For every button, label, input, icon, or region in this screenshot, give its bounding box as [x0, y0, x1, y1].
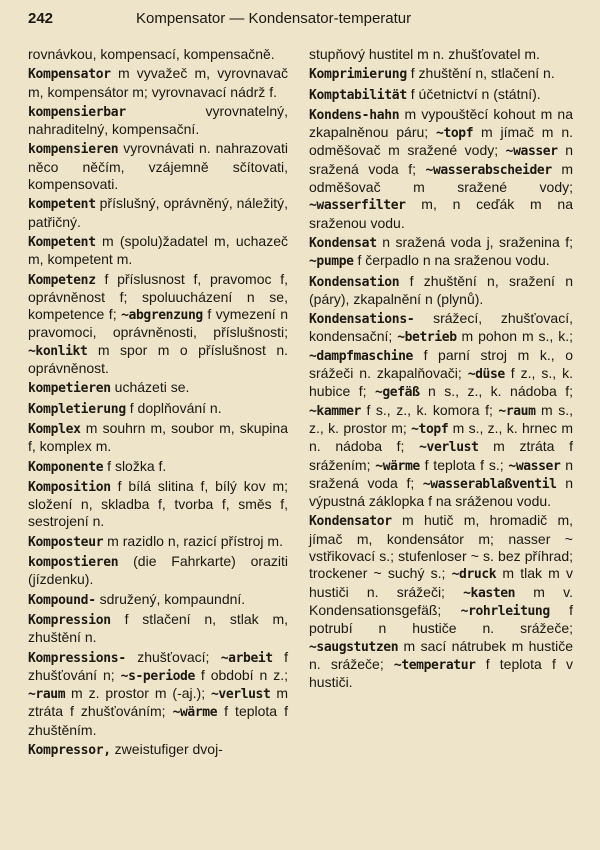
left-column [28, 46, 288, 761]
dictionary-entry: kompensieren vyrovnávati n. nahrazovati něco něčím, vzájemně sčítovati, kompensovati. [28, 140, 288, 193]
dictionary-entry: stupňový hustitel m n. zhušťovatel m. [309, 46, 540, 62]
dictionary-entry: rovnávkou, kompensací, kompensačně. [28, 46, 275, 62]
page-number: 242 [28, 10, 54, 27]
dictionary-entry: Komposteur m razidlo n, razicí přístroj m. [28, 532, 283, 550]
dictionary-entry: kompostieren (die Fahrkarte) oraziti (jízdenku). [28, 553, 288, 588]
dictionary-entry: Komptabilität f účetnictví n (státní). [309, 85, 541, 103]
dictionary-entry: Komponente f složka f. [28, 457, 167, 475]
right-column [309, 46, 573, 693]
dictionary-entry: kompetieren ucházeti se. [28, 379, 190, 397]
dictionary-entry: Kompetenz f příslusnost f, pravomoc f, oprávněnost f; spoluucházení n se, kompetence f; ~abgrenzung f vymezení n pravomoci, oprávněnosti, příslušnosti; ~konlikt m spor m o příslušnost n. oprávněnost. [28, 270, 288, 377]
dictionary-entry: Kompensator m vyvažeč m, vyrovnavač m, kompensátor m; vyrovnavací nádrž f. [28, 65, 288, 100]
dictionary-entry: Kompletierung f doplňování n. [28, 399, 222, 417]
dictionary-entry: Kondensations- srážecí, zhušťovací, kondensační; ~betrieb m pohon m s., k.; ~dampfmaschine f parní stroj m k., o srážeči n. zkapalňovači; ~düse f z., s., k. hubice f; ~gefäß n s., z., k. nádoba f; ~kammer f s., z., k. komora f; ~raum m s., z., k. prostor m; ~topf m s., z., k. hrnec m n. nádoba f; ~verlust m ztráta f srážením; ~wärme f teplota f s.; ~wasser n sražená voda f; ~wasserablaßventil n výpustná záklopka f na sráženou vodu. [309, 310, 574, 510]
dictionary-entry: Kondensat n sražená voda j, sraženina f; ~pumpe f čerpadlo n na sraženou vodu. [309, 233, 573, 270]
dictionary-entry: Kompetent m (spolu)žadatel m, uchazeč m, kompetent m. [28, 232, 288, 268]
dictionary-entry: Komposition f bílá slitina f, bílý kov m; složení n, skladba f, tvorba f, směs f, sestrojení n. [28, 477, 288, 530]
dictionary-entry: Kondensation f zhuštění n, sražení n (páry), zkapalnění n (plynů). [309, 272, 573, 307]
page-header [0, 10, 600, 32]
dictionary-entry: Kondensator m hutič m, hromadič m, jímač m, kondensátor m; nasser ~ vstřikovací s.; stufenloser ~ s. bez příhrad; trockener ~ suchý s.; ~druck m tlak m v hustiči n. srážeči; ~kasten m v. Kondensationsgefäß; ~rohrleitung f potrubí n hustiče n. srážeče; ~saugstutzen m sací nátrubek m hustiče n. srážeče; ~temperatur f teplota f v hustiči. [309, 512, 573, 691]
dictionary-entry: Kompressions- zhušťovací; ~arbeit f zhušťování n; ~s-periode f období n z.; ~raum m z. prostor m (-aj.); ~verlust m ztráta f zhušťováním; ~wärme f teplota f zhuštěním. [28, 648, 288, 738]
running-title: Kompensator — Kondensator-temperatur [136, 10, 412, 27]
dictionary-entry: Komplex m souhrn m, soubor m, skupina f, komplex m. [28, 419, 288, 455]
dictionary-entry: Kompression f stlačení n, stlak m, zhuštění n. [28, 610, 288, 646]
dictionary-entry: Komprimierung f zhuštění n, stlačení n. [309, 65, 555, 83]
dictionary-entry: Kompound- sdružený, kompaundní. [28, 590, 246, 608]
dictionary-entry: Kompressor, zweistufiger dvoj- [28, 740, 223, 758]
dictionary-entry: kompensierbar vyrovnatelný, nahraditelný, kompensační. [28, 102, 288, 138]
dictionary-entry: kompetent příslušný, oprávněný, náležitý, patřičný. [28, 195, 288, 230]
dictionary-entry: Kondens-hahn m vypouštěcí kohout m na zkapalněnou páru; ~topf m jímač m n. odměšovač m sražené vody; ~wasser n sražená voda f; ~wasserabscheider m odměšovač m sražené vody; ~wasserfilter m, n ceďák m na sraženou vodu. [309, 105, 573, 231]
